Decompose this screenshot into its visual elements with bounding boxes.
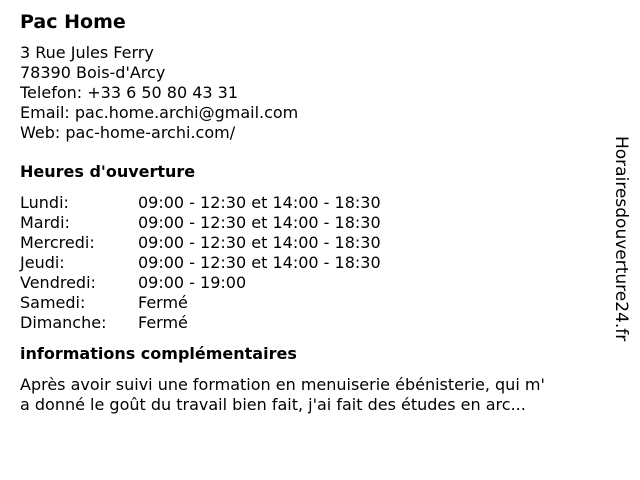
hours-row-dimanche (20, 313, 600, 333)
hours-row-samedi (20, 293, 600, 313)
street-address: 3 Rue Jules Ferry (20, 43, 154, 62)
day-label: Mercredi: (20, 233, 95, 252)
time-value: 09:00 - 12:30 et 14:00 - 18:30 (138, 253, 381, 272)
phone-line: Telefon: +33 6 50 80 43 31 (20, 83, 239, 102)
contact-block (20, 43, 600, 143)
day-label: Dimanche: (20, 313, 107, 332)
time-value: 09:00 - 12:30 et 14:00 - 18:30 (138, 213, 381, 232)
time-value: 09:00 - 12:30 et 14:00 - 18:30 (138, 193, 381, 212)
hours-heading: Heures d'ouverture (20, 162, 196, 181)
hours-row-mercredi (20, 233, 600, 253)
business-card (20, 10, 600, 415)
site-watermark: Horairesdouverture24.fr (611, 136, 631, 342)
web-line: Web: pac-home-archi.com/ (20, 123, 236, 142)
day-label: Lundi: (20, 193, 69, 212)
business-name: Pac Home (20, 11, 126, 33)
day-label: Jeudi: (20, 253, 65, 272)
hours-row-lundi (20, 193, 600, 213)
time-value: Fermé (138, 293, 188, 312)
day-label: Samedi: (20, 293, 86, 312)
time-value: Fermé (138, 313, 188, 332)
email-line: Email: pac.home.archi@gmail.com (20, 103, 299, 122)
day-label: Mardi: (20, 213, 70, 232)
day-label: Vendredi: (20, 273, 96, 292)
info-text-line: Après avoir suivi une formation en menuiserie ébénisterie, qui m' (20, 375, 545, 394)
hours-table (20, 193, 600, 333)
hours-row-vendredi (20, 273, 600, 293)
info-description (20, 375, 600, 415)
time-value: 09:00 - 19:00 (138, 273, 247, 292)
hours-row-jeudi (20, 253, 600, 273)
info-text-line: a donné le goût du travail bien fait, j'ai fait des études en arc... (20, 395, 526, 414)
hours-row-mardi (20, 213, 600, 233)
city-address: 78390 Bois-d'Arcy (20, 63, 166, 82)
info-heading: informations complémentaires (20, 344, 297, 363)
time-value: 09:00 - 12:30 et 14:00 - 18:30 (138, 233, 381, 252)
